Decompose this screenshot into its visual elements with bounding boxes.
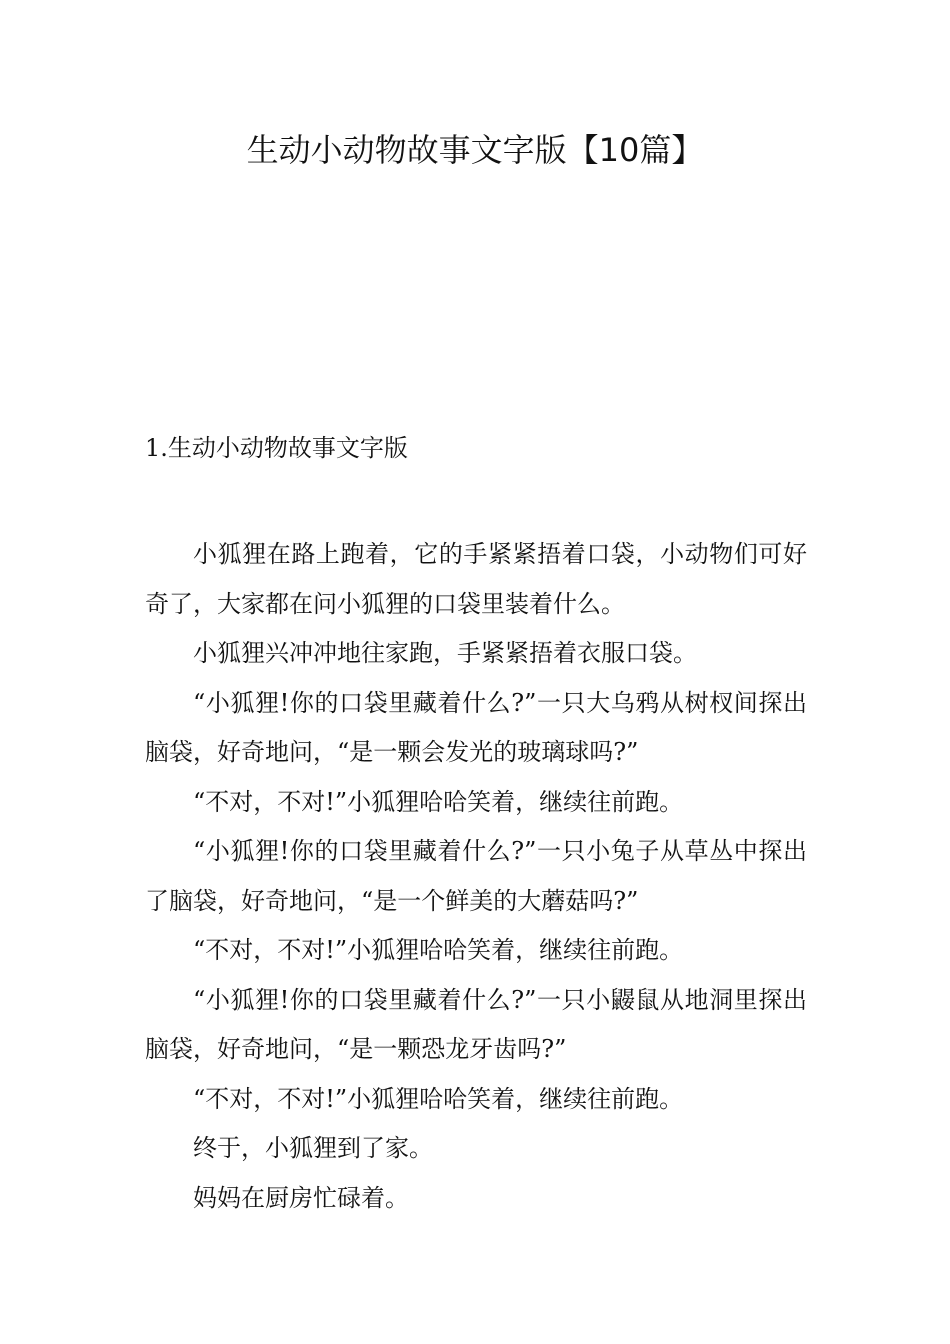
paragraph: “小狐狸!你的口袋里藏着什么?”一只小兔子从草丛中探出了脑袋，好奇地问，“是一个鲜美的大蘑菇吗?” <box>145 837 807 915</box>
paragraph: 终于，小狐狸到了家。 <box>193 1134 433 1162</box>
paragraph: 小狐狸兴冲冲地往家跑，手紧紧捂着衣服口袋。 <box>193 639 697 667</box>
paragraph: 妈妈在厨房忙碌着。 <box>193 1183 409 1212</box>
paragraph: “不对，不对!”小狐狸哈哈笑着，继续往前跑。 <box>193 936 684 964</box>
paragraph: “不对，不对!”小狐狸哈哈笑着，继续往前跑。 <box>193 1084 684 1113</box>
paragraph: “小狐狸!你的口袋里藏着什么?”一只小鼹鼠从地洞里探出脑袋，好奇地问，“是一颗恐龙牙齿吗?” <box>145 985 807 1063</box>
section-heading: 1.生动小动物故事文字版 <box>145 434 408 462</box>
paragraph: “不对，不对!”小狐狸哈哈笑着，继续往前跑。 <box>193 787 684 816</box>
story-body <box>145 530 807 1223</box>
document-title: 生动小动物故事文字版【10篇】 <box>246 131 704 169</box>
paragraph: 小狐狸在路上跑着，它的手紧紧捂着口袋，小动物们可好奇了，大家都在问小狐狸的口袋里装着什么。 <box>145 540 807 618</box>
paragraph: “小狐狸!你的口袋里藏着什么?”一只大乌鸦从树杈间探出脑袋，好奇地问，“是一颗会发光的玻璃球吗?” <box>145 688 807 766</box>
